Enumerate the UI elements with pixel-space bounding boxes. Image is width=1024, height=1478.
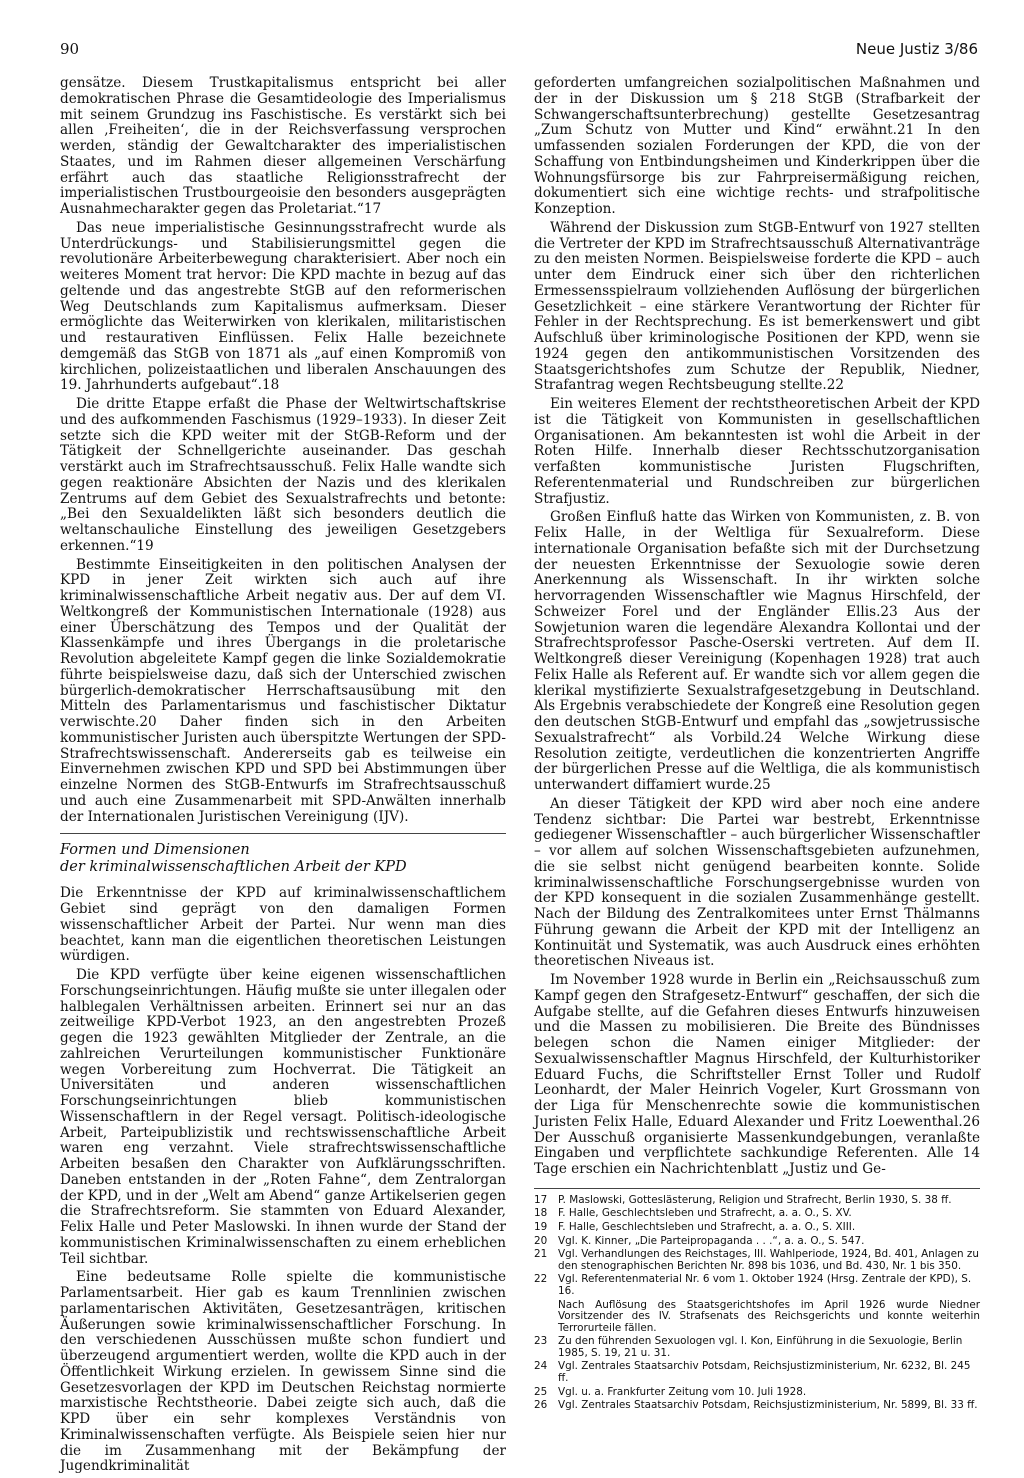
footnote-text: F. Halle, Geschlechtsleben und Strafrecht, a. a. O., S. XV. [558, 1207, 852, 1220]
paragraph: Ein weiteres Element der rechtstheoretischen Arbeit der KPD ist die Tätigkeit von Kommunisten in gesellschaftlichen Organisationen. Am bekanntesten ist wohl die Arbeit in der Roten Hilfe. Innerhalb dieser Rechtsschutzorganisation verfaßten kommunistische Juristen Flugschriften, Referentenmaterial und Rundschreiben zur bürgerlichen Strafjustiz. [534, 396, 980, 507]
paragraph: Eine bedeutsame Rolle spielte die kommunistische Parlamentsarbeit. Hier gab es kaum Trennlinien zwischen parlamentarischen Aktivitäten, Gesetzesanträgen, kritischen Äußerungen sowie kriminalwissenschaftlicher Forschung. In den verschiedenen Ausschüssen mußte schon fundiert und überzeugend argumentiert werden, wollte die KPD auch in der Öffentlichkeit Wirkung erzielen. In gewissem Sinne sind die Gesetzesvorlagen der KPD im Deutschen Reichstag normierte marxistische Rechtstheorie. Dabei zeigte sich auch, daß die KPD über ein sehr komplexes Verständnis von Kriminalwissenschaften verfügte. Als Beispiele seien hier nur die im Zusammenhang mit der Bekämpfung der Jugendkriminalität [60, 1269, 506, 1475]
footnote [534, 1195, 980, 1207]
paragraph: gensätze. Diesem Trustkapitalismus entspricht bei aller demokratischen Phrase die Gesamtideologie des Imperialismus mit seinem Grundzug ins Faschistische. Es verstärkt sich bei allen ‚Freiheiten‘, die in der Reichsverfassung versprochen werden, ständig der Gewaltcharakter des imperialistischen Staates, und im Rahmen dieser allgemeinen Verschärfung erfährt auch das staatliche Religionsstrafrecht der imperialistischen Trustbourgeoisie den besonders ausgeprägten Ausnahmecharakter gegen das Proletariat.“17 [60, 75, 506, 217]
footnote [534, 1400, 980, 1412]
left-column [60, 76, 506, 1478]
paragraph: Die dritte Etappe erfaßt die Phase der Weltwirtschaftskrise und des aufkommenden Faschismus (1929–1933). In dieser Zeit setzte sich die KPD weiter mit der StGB-Reform und der Tätigkeit der Schnellgerichte auseinander. Das geschah verstärkt auch im Strafrechtsausschuß. Felix Halle wandte sich gegen reaktionäre Absichten der Nazis und des klerikalen Zentrums auf dem Gebiet des Sexualstrafrechts und betonte: „Bei den Sexualdelikten läßt sich besonders deutlich die weltanschauliche Einstellung des jeweiligen Gesetzgebers erkennen.“19 [60, 396, 506, 554]
paragraph: Die KPD verfügte über keine eigenen wissenschaftlichen Forschungseinrichtungen. Häufig mußte sie unter illegalen oder halblegalen Verhältnissen arbeiten. Erinnert sei nur an das zeitweilige KPD-Verbot 1923, an den angestrebten Prozeß gegen die 1923 gewählten Mitglieder der Zentrale, an die zahlreichen Verurteilungen kommunistischer Funktionäre wegen Vorbereitung zum Hochverrat. Die Tätigkeit an Universitäten und anderen wissenschaftlichen Forschungseinrichtungen blieb kommunistischen Wissenschaftlern in der Regel versagt. Politisch-ideologische Arbeit, Parteipublizistik und rechtswissenschaftliche Arbeit waren eng verzahnt. Viele strafrechtswissenschaftliche Arbeiten besaßen den Charakter von Aufklärungsschriften. Daneben entstanden in der „Roten Fahne“, dem Zentralorgan der KPD, und in der „Welt am Abend“ ganze Artikelserien gegen die Strafrechtsreform. Sie stammten von Eduard Alexander, Felix Halle und Peter Maslowski. In ihnen wurde der Stand der kommunistischen Kriminalwissenschaften zu einem erheblichen Teil sichtbar. [60, 967, 506, 1267]
footnote-number: 17 [534, 1193, 548, 1206]
footnote-number: 23 [534, 1335, 548, 1348]
paragraph: Großen Einfluß hatte das Wirken von Kommunisten, z. B. von Felix Halle, in der Weltliga für Sexualreform. Diese internationale Organisation befaßte sich mit der Durchsetzung der neuesten Erkenntnisse der Sexuologie sowie deren Anerkennung als Wissenschaft. In ihr wirkten solche hervorragenden Wissenschaftler wie Magnus Hirschfeld, der Schweizer Forel und der Engländer Ellis.23 Aus der Sowjetunion waren die legendäre Alexandra Kollontai und der Strafrechtsprofessor Pasche-Oserski vertreten. Auf dem II. Weltkongreß dieser Vereinigung (Kopenhagen 1928) trat auch Felix Halle als Referent auf. Er wandte sich vor allem gegen die klerikal mystifizierte Sexualstrafgesetzgebung in Deutschland. Als Ergebnis verabschiedete der Kongreß eine Resolution gegen den deutschen StGB-Entwurf und empfahl das „sowjetrussische Sexualstrafrecht“ als Vorbild.24 Welche Wirkung diese Resolution zeitigte, verdeutlichen die konzentrierten Angriffe der bürgerlichen Presse auf die Weltliga, die als kommunistisch unterwandert diffamiert wurde.25 [534, 509, 980, 793]
footnote [534, 1236, 980, 1248]
page-header [60, 40, 978, 64]
footnote-text: Vgl. K. Kinner, „Die Parteipropaganda . . .“, a. a. O., S. 547. [558, 1234, 865, 1247]
footnote [534, 1274, 980, 1297]
footnote-continuation: Nach Auflösung des Staatsgerichtshofes im April 1926 wurde Niedner Vorsitzender des IV. Strafsenats des Reichsgerichts und konnte weiterhin Terrorurteile fällen. [558, 1298, 980, 1334]
footnote-number: 19 [534, 1220, 548, 1233]
footnote-number: 22 [534, 1273, 548, 1286]
footnote-text: Vgl. Verhandlungen des Reichstages, III. Wahlperiode, 1924, Bd. 401, Anlagen zu den stenographischen Berichten Nr. 898 bis 1036, und Bd. 430, Nr. 1 bis 350. [558, 1248, 979, 1272]
section-heading-line: der kriminalwissenschaftlichen Arbeit der KPD [60, 859, 407, 876]
paragraph: Das neue imperialistische Gesinnungsstrafrecht wurde als Unterdrückungs- und Stabilisierungsmittel gegen die revolutionäre Arbeiterbewegung charakterisiert. Aber noch ein weiteres Moment trat hervor: Die KPD machte in bezug auf das geltende und das angestrebte StGB auf den reformerischen Weg Deutschlands zum Kapitalismus aufmerksam. Dieser ermöglichte das Weiterwirken von klerikalen, militaristischen und restaurativen Einflüssen. Felix Halle bezeichnete demgemäß das StGB von 1871 als „auf einen Kompromiß von kirchlichen, polizeistaatlichen und liberalen Anschauungen des 19. Jahrhunderts aufgebaut“.18 [60, 219, 506, 394]
paragraph: Während der Diskussion zum StGB-Entwurf von 1927 stellten die Vertreter der KPD im Strafrechtsausschuß Alternativanträge zu den meisten Normen. Beispielsweise forderte die KPD – auch unter dem Eindruck einer sich über den richterlichen Ermessensspielraum vollziehenden Auflösung der bürgerlichen Gesetzlichkeit – eine stärkere Verantwortung der Richter für Fehler in der Rechtsprechung. Es ist bemerkenswert und gibt Aufschluß über kriminologische Positionen der KPD, wenn sie 1924 gegen den antikommunistischen Vorsitzenden des Staatsgerichtshofes zum Schutze der Republik, Niedner, Strafantrag wegen Rechtsbeugung stellte.22 [534, 219, 980, 394]
section-heading-line: Formen und Dimensionen [60, 842, 250, 859]
footnote [534, 1249, 980, 1272]
footnote-number: 26 [534, 1399, 548, 1412]
footnotes [534, 1188, 980, 1412]
footnote [534, 1336, 980, 1359]
footnote [534, 1361, 980, 1384]
footnote-number: 18 [534, 1207, 548, 1220]
footnote-text: P. Maslowski, Gotteslästerung, Religion und Strafrecht, Berlin 1930, S. 38 ff. [558, 1193, 952, 1206]
footnote [534, 1222, 980, 1234]
page-number: 90 [60, 40, 80, 58]
footnote-text: Vgl. Zentrales Staatsarchiv Potsdam, Reichsjustizministerium, Nr. 6232, Bl. 245 ff. [558, 1360, 971, 1385]
right-column [534, 76, 980, 1414]
footnote-text: Vgl. u. a. Frankfurter Zeitung vom 10. Juli 1928. [558, 1385, 807, 1398]
footnote [534, 1208, 980, 1220]
footnote-number: 25 [534, 1385, 548, 1398]
paragraph: Bestimmte Einseitigkeiten in den politischen Analysen der KPD in jener Zeit wirkten sich auch auf ihre kriminalwissenschaftliche Arbeit negativ aus. Der auf dem VI. Weltkongreß der Kommunistischen Internationale (1928) aus einer Überschätzung des Tempos und der Qualität der Klassenkämpfe und ihres Übergangs in die proletarische Revolution abgeleitete Kampf gegen die linke Sozialdemokratie führte beispielsweise dazu, daß sich der Unterschied zwischen bürgerlich-demokratischer Herrschaftsausübung mit den Mitteln des Parlamentarismus und faschistischer Diktatur verwischte.20 Daher finden sich in den Arbeiten kommunistischer Juristen auch überspitzte Wertungen der SPD-Strafrechtswissenschaft. Andererseits gab es teilweise ein Einvernehmen zwischen KPD und SPD bei Abstimmungen über einzelne Normen des StGB-Entwurfs im Strafrechtsausschuß und auch eine Zusammenarbeit mit SPD-Anwälten innerhalb der Internationalen Juristischen Vereinigung (IJV). [60, 556, 506, 825]
footnote-text: Vgl. Zentrales Staatsarchiv Potsdam, Reichsjustizministerium, Nr. 5899, Bl. 33 ff. [558, 1399, 978, 1412]
footnote-text: F. Halle, Geschlechtsleben und Strafrecht, a. a. O., S. XIII. [558, 1220, 856, 1233]
paragraph: Im November 1928 wurde in Berlin ein „Reichsausschuß zum Kampf gegen den Strafgesetz-Entwurf“ geschaffen, der sich die Aufgabe stellte, auf die Gefahren dieses Entwurfs hinzuweisen und die Massen zu mobilisieren. Die Breite des Bündnisses belegen schon die Namen einiger Mitglieder: der Sexualwissenschaftler Magnus Hirschfeld, der Kulturhistoriker Eduard Fuchs, die Schriftsteller Ernst Toller und Rudolf Leonhardt, der Maler Heinrich Vogeler, Kurt Grossmann von der Liga für Menschenrechte sowie die kommunistischen Juristen Felix Halle, Eduard Alexander und Fritz Loewenthal.26 Der Ausschuß organisierte Massenkundgebungen, veranlaßte Eingaben und verpflichtete sachkundige Referenten. Alle 14 Tage erschien ein Nachrichtenblatt „Justiz und Ge- [534, 972, 980, 1177]
footnote [534, 1387, 980, 1399]
footnote-number: 24 [534, 1360, 548, 1373]
footnote-number: 21 [534, 1248, 548, 1261]
paragraph: An dieser Tätigkeit der KPD wird aber noch eine andere Tendenz sichtbar: Die Partei war bestrebt, Erkenntnisse gediegener Wissenschaftler – auch bürgerlicher Wissenschaftler – vor allem auf solchen Wissenschaftsgebieten aufzunehmen, die sie selbst nicht genügend bearbeiten konnte. Solide kriminalwissenschaftliche Forschungsergebnisse wurden von der KPD konsequent in die sozialen Zusammenhänge gestellt. Nach der Bildung des Zentralkomitees unter Ernst Thälmanns Führung gewann die Arbeit der KPD mit der Intelligenz an Kontinuität und Systematik, was auch Ausdruck eines erhöhten theoretischen Niveaus ist. [534, 795, 980, 970]
footnote-number: 20 [534, 1234, 548, 1247]
paragraph: Die Erkenntnisse der KPD auf kriminalwissenschaftlichem Gebiet sind geprägt von den damaligen Formen wissenschaftlicher Arbeit der Partei. Nur wenn man dies beachtet, kann man die eigentlichen theoretischen Leistungen würdigen. [60, 885, 506, 965]
footnote-text: Zu den führenden Sexuologen vgl. I. Kon, Einführung in die Sexuologie, Berlin 1985, S. 19, 21 u. 31. [558, 1335, 963, 1359]
footnote-text: Vgl. Referentenmaterial Nr. 6 vom 1. Oktober 1924 (Hrsg. Zentrale der KPD), S. 16. [558, 1273, 972, 1297]
section-heading [60, 833, 506, 876]
journal-title: Neue Justiz 3/86 [855, 40, 978, 58]
paragraph: geforderten umfangreichen sozialpolitischen Maßnahmen und der in der Diskussion um § 218 StGB (Strafbarkeit der Schwangerschaftsunterbrechung) gestellte Gesetzesantrag „Zum Schutz von Mutter und Kind“ erwähnt.21 In den umfassenden sozialen Forderungen der KPD, die von der Schaffung von Entbindungsheimen und Kinderkrippen über die Wohnungsfürsorge bis zur Fahrpreisermäßigung reichen, dokumentiert sich eine wichtige rechts- und strafpolitische Konzeption. [534, 75, 980, 217]
